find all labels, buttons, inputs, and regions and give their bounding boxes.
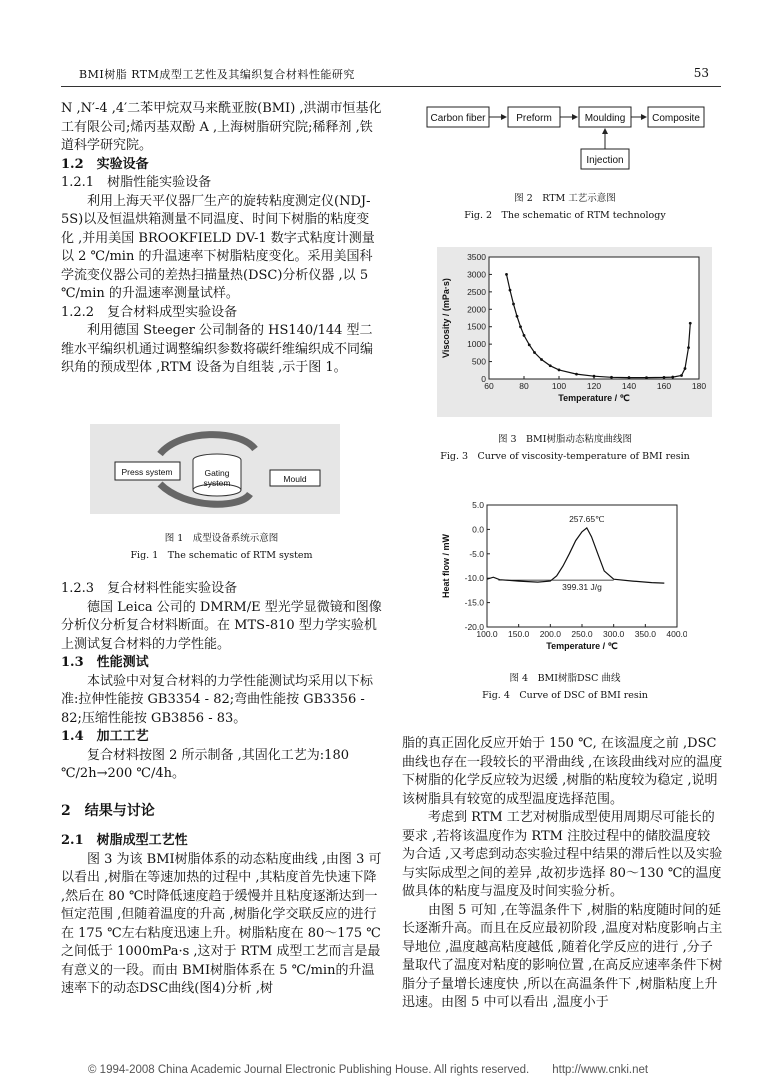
- materials-paragraph: N ,N′-4 ,4′二苯甲烷双马来酰亚胺(BMI) ,洪湖市恒基化工有限公司;烯丙基双酚 A ,上海树脂研究院;稀释剂 ,铁道科学研究院。: [61, 101, 382, 153]
- paragraph-2-1: 图 3 为该 BMI树脂体系的动态粘度曲线 ,由图 3 可以看出 ,树脂在等速加热的过程中 ,其粘度首先快速下降 ,然后在 80 ℃时降低速度趋于缓慢并且粘度逐渐达到一恒定范围 ,但随着温度的升高 ,树脂化学交联反应的进行在 175 ℃左右粘度迅速上升。树脂粘度在 80～175 ℃之间低于 1000mPa·s ,这对于 RTM 成型工艺而言是最有意义的一段。而由 BMI树脂体系在 5 ℃/min的升温速率下的动态DSC曲线(图4)分析 ,树: [61, 851, 382, 996]
- y-tick-label: 1000: [467, 339, 486, 350]
- dsc-chart: [437, 497, 687, 657]
- injection-label: Injection: [586, 155, 624, 166]
- y-tick-label: -5.0: [469, 548, 484, 559]
- data-point: [549, 364, 552, 367]
- data-point: [575, 373, 578, 376]
- data-point: [680, 374, 683, 377]
- data-point: [533, 351, 536, 354]
- figure-3-caption-cn: 图 3 BMI树脂动态粘度曲线图: [497, 434, 633, 445]
- y-tick-label: 0: [481, 374, 486, 384]
- y-tick-label: 500: [471, 356, 486, 367]
- x-axis-label: Temperature / ℃: [558, 393, 630, 403]
- left-column-top: [61, 100, 382, 378]
- y-tick-label: -20.0: [464, 622, 484, 632]
- figure-3-caption: [405, 431, 725, 465]
- press-system-label: Press system: [121, 467, 173, 477]
- x-tick-label: 100.0: [476, 629, 498, 639]
- y-tick-label: 2000: [467, 304, 486, 315]
- figure-4-caption: [405, 670, 725, 704]
- paragraph-1-4: 复合材料按图 2 所示制备 ,其固化工艺为:180 ℃/2h→200 ℃/4h。: [61, 747, 349, 781]
- section-1-2: 1.2 实验设备: [61, 156, 149, 172]
- data-point: [516, 315, 519, 318]
- data-point: [663, 376, 666, 379]
- x-tick-label: 80: [519, 381, 529, 391]
- enthalpy-annotation: 399.31 J/g: [562, 582, 602, 593]
- figure-1-caption: [61, 530, 382, 564]
- x-tick-label: 160: [656, 381, 672, 391]
- data-point: [671, 376, 674, 379]
- data-point: [512, 303, 515, 306]
- gating-label-2: system: [203, 478, 231, 488]
- section-2-1: 2.1 树脂成型工艺性: [61, 833, 188, 848]
- x-tick-label: 120: [586, 381, 602, 391]
- section-1-2-1: 1.2.1 树脂性能实验设备: [61, 175, 212, 190]
- paragraph-1-2-3: 德国 Leica 公司的 DMRM/E 型光学显微镜和图像分析仪分析复合材料断面。在 MTS-810 型力学实验机上测试复合材料的力学性能。: [61, 599, 382, 652]
- figure-2-caption-cn: 图 2 RTM 工艺示意图: [514, 193, 616, 204]
- figure-1-caption-cn: 图 1 成型设备系统示意图: [164, 533, 279, 544]
- y-tick-label: 3000: [467, 269, 486, 280]
- y-axis-label: Heat flow / mW: [441, 533, 451, 599]
- paragraph-1-2-1: 利用上海天平仪器厂生产的旋转粘度测定仪(NDJ-5S)以及恒温烘箱测量不同温度、时间下树脂的粘度变化 ,并用美国 BROOKFIELD DV-1 数字式粘度计测量以 2 ℃/min 的升温速率下树脂粘度变化。采用美国科学流变仪器公司的差热扫描量热(DSC)分析仪器 ,以 5 ℃/min 的升温速率测量试样。: [61, 193, 375, 301]
- y-tick-label: -10.0: [464, 573, 484, 584]
- x-tick-label: 300.0: [603, 629, 625, 639]
- header-title: BMI树脂 RTM成型工艺性及其编织复合材料性能研究: [79, 68, 355, 81]
- data-point: [523, 334, 526, 337]
- data-point: [610, 376, 613, 379]
- composite-label: Composite: [652, 113, 700, 124]
- figure-3: [437, 247, 712, 417]
- x-tick-label: 60: [484, 381, 494, 391]
- rtm-system-diagram: [90, 424, 340, 514]
- preform-label: Preform: [516, 113, 552, 124]
- peak-annotation: 257.65℃: [569, 513, 605, 524]
- x-tick-label: 100: [551, 381, 567, 391]
- right-paragraph-2: 考虑到 RTM 工艺对树脂成型使用周期尽可能长的要求 ,若将该温度作为 RTM 注胶过程中的储胶温度较为合适 ,又考虑到动态实验过程中结果的滞后性以及实验与实际成型之间的差异 ,故初步选择 80～130 ℃的温度做具体的粘度与温度及时间实验分析。: [402, 810, 723, 899]
- x-tick-label: 350.0: [634, 629, 656, 639]
- x-axis-label: Temperature / ℃: [546, 641, 618, 651]
- x-tick-label: 400.0: [666, 629, 687, 639]
- carbon-fiber-label: Carbon fiber: [430, 113, 486, 124]
- y-tick-label: 1500: [467, 321, 486, 332]
- x-tick-label: 150.0: [508, 629, 530, 639]
- x-tick-label: 250.0: [571, 629, 593, 639]
- gating-label-1: Gating: [204, 468, 230, 478]
- mould-label: Mould: [283, 474, 307, 484]
- data-point: [505, 273, 508, 276]
- data-point: [593, 375, 596, 378]
- paragraph-1-3: 本试验中对复合材料的力学性能测试均采用以下标准:拉伸性能按 GB3354 - 82;弯曲性能按 GB3356 - 82;压缩性能按 GB3856 - 83。: [61, 673, 374, 726]
- section-1-2-2: 1.2.2 复合材料成型实验设备: [61, 304, 238, 320]
- figure-4-caption-cn: 图 4 BMI树脂DSC 曲线: [509, 673, 621, 684]
- plot-frame: [489, 257, 699, 379]
- section-2: 2 结果与讨论: [61, 802, 155, 819]
- data-point: [628, 376, 631, 379]
- y-tick-label: -15.0: [464, 597, 484, 608]
- data-point: [687, 346, 690, 349]
- data-point: [509, 289, 512, 292]
- rtm-technology-diagram: [420, 100, 710, 180]
- figure-3-caption-en: Fig. 3 Curve of viscosity-temperature of BMI resin: [440, 451, 690, 462]
- data-point: [540, 358, 543, 361]
- data-point: [528, 343, 531, 346]
- header-rule: [61, 86, 721, 87]
- copyright-footer: © 1994-2008 China Academic Journal Electronic Publishing House. All rights reserved. http://www.cnki.net: [88, 1064, 649, 1076]
- right-paragraph-3: 由图 5 可知 ,在等温条件下 ,树脂的粘度随时间的延长逐渐升高。而且在反应最初阶段 ,温度对粘度影响占主导地位 ,温度越高粘度越低 ,随着化学反应的进行 ,分子量取代了温度对粘度的影响位置 ,在高反应速率条件下树脂分子量增长速度快 ,所以在高温条件下 ,树脂粘度上升迅速。由图 5 中可以看出 ,温度小于: [402, 902, 723, 1010]
- y-tick-label: 3500: [467, 252, 486, 262]
- y-axis-label: Viscosity / (mPa·s): [441, 278, 451, 358]
- figure-2: [420, 100, 710, 180]
- data-point: [558, 369, 561, 372]
- data-point: [645, 376, 648, 379]
- figure-4-caption-en: Fig. 4 Curve of DSC of BMI resin: [482, 690, 648, 701]
- y-tick-label: 5.0: [472, 500, 484, 510]
- section-1-4: 1.4 加工工艺: [61, 729, 149, 744]
- section-1-3: 1.3 性能测试: [61, 655, 149, 670]
- data-point: [519, 325, 522, 328]
- figure-2-caption: [405, 190, 725, 224]
- figure-1: [90, 424, 340, 514]
- figure-1-caption-en: Fig. 1 The schematic of RTM system: [130, 550, 313, 561]
- data-point: [684, 367, 687, 370]
- figure-4: [437, 497, 687, 657]
- section-1-2-3: 1.2.3 复合材料性能实验设备: [61, 581, 238, 596]
- paragraph-1-2-2: 利用德国 Steeger 公司制备的 HS140/144 型二维水平编织机通过调整编织参数将碳纤维编织成不同编织角的预成型体 ,RTM 设备为自组装 ,示于图 1。: [61, 323, 374, 375]
- right-column-text: [402, 735, 723, 1013]
- viscosity-chart: [437, 247, 712, 417]
- y-tick-label: 2500: [467, 286, 486, 297]
- figure-2-caption-en: Fig. 2 The schematic of RTM technology: [464, 210, 666, 221]
- page-number: 53: [693, 66, 709, 80]
- left-column-bottom: [61, 580, 382, 999]
- x-tick-label: 200.0: [539, 629, 561, 639]
- y-tick-label: 0.0: [472, 524, 484, 535]
- x-tick-label: 140: [621, 381, 637, 391]
- right-paragraph-1: 脂的真正固化反应开始于 150 ℃, 在该温度之前 ,DSC 曲线也存在一段较长的平滑曲线 ,在该段曲线对应的温度下树脂的化学反应较为迟缓 ,树脂的粘度较为稳定 ,说明该树脂具有较宽的成型温度选择范围。: [402, 736, 723, 807]
- x-tick-label: 180: [691, 381, 707, 391]
- data-point: [689, 322, 692, 325]
- moulding-label: Moulding: [584, 113, 626, 124]
